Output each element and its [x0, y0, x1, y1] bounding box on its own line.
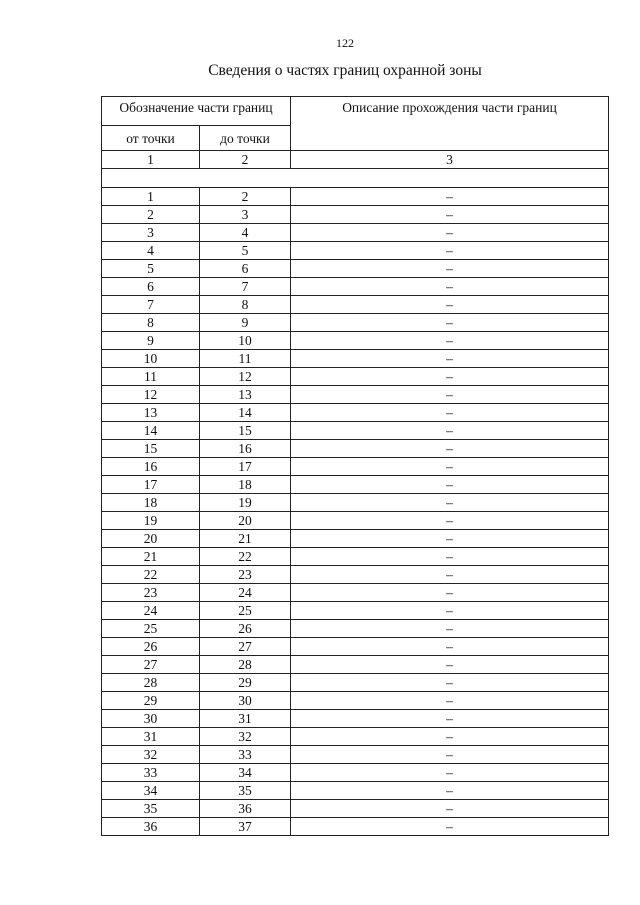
table-row	[102, 638, 609, 656]
table-row	[102, 656, 609, 674]
from-point-cell: 35	[102, 800, 200, 818]
description-cell: –	[291, 386, 609, 404]
from-point-cell: 4	[102, 242, 200, 260]
to-point-cell: 17	[200, 458, 291, 476]
table-row	[102, 368, 609, 386]
description-cell: –	[291, 368, 609, 386]
description-cell: –	[291, 656, 609, 674]
to-point-cell: 33	[200, 746, 291, 764]
from-point-cell: 11	[102, 368, 200, 386]
column-number-3: 3	[291, 151, 609, 169]
from-point-cell: 33	[102, 764, 200, 782]
to-point-cell: 35	[200, 782, 291, 800]
table-row	[102, 764, 609, 782]
table-row	[102, 728, 609, 746]
description-cell: –	[291, 260, 609, 278]
table-row	[102, 548, 609, 566]
to-point-cell: 21	[200, 530, 291, 548]
description-cell: –	[291, 224, 609, 242]
description-cell: –	[291, 206, 609, 224]
from-point-cell: 26	[102, 638, 200, 656]
to-point-cell: 12	[200, 368, 291, 386]
from-point-cell: 2	[102, 206, 200, 224]
description-cell: –	[291, 458, 609, 476]
from-point-cell: 18	[102, 494, 200, 512]
description-cell: –	[291, 566, 609, 584]
table-row	[102, 692, 609, 710]
header-from-point: от точки	[102, 126, 200, 151]
from-point-cell: 30	[102, 710, 200, 728]
to-point-cell: 34	[200, 764, 291, 782]
table-row	[102, 314, 609, 332]
from-point-cell: 25	[102, 620, 200, 638]
to-point-cell: 3	[200, 206, 291, 224]
to-point-cell: 30	[200, 692, 291, 710]
from-point-cell: 1	[102, 188, 200, 206]
from-point-cell: 20	[102, 530, 200, 548]
to-point-cell: 24	[200, 584, 291, 602]
from-point-cell: 3	[102, 224, 200, 242]
table-body	[102, 188, 609, 836]
to-point-cell: 4	[200, 224, 291, 242]
from-point-cell: 21	[102, 548, 200, 566]
table-row	[102, 530, 609, 548]
table-row	[102, 602, 609, 620]
table-row	[102, 620, 609, 638]
to-point-cell: 2	[200, 188, 291, 206]
table-row	[102, 188, 609, 206]
to-point-cell: 32	[200, 728, 291, 746]
table-row	[102, 710, 609, 728]
table-row	[102, 224, 609, 242]
table-row	[102, 818, 609, 836]
description-cell: –	[291, 314, 609, 332]
table-row	[102, 800, 609, 818]
description-cell: –	[291, 530, 609, 548]
from-point-cell: 10	[102, 350, 200, 368]
header-description: Описание прохождения части границ	[291, 97, 609, 151]
from-point-cell: 27	[102, 656, 200, 674]
table-row	[102, 278, 609, 296]
description-cell: –	[291, 602, 609, 620]
description-cell: –	[291, 674, 609, 692]
table-row	[102, 296, 609, 314]
from-point-cell: 29	[102, 692, 200, 710]
document-title: Сведения о частях границ охранной зоны	[208, 62, 482, 79]
table-row	[102, 242, 609, 260]
description-cell: –	[291, 728, 609, 746]
to-point-cell: 31	[200, 710, 291, 728]
from-point-cell: 7	[102, 296, 200, 314]
description-cell: –	[291, 296, 609, 314]
description-cell: –	[291, 512, 609, 530]
to-point-cell: 23	[200, 566, 291, 584]
to-point-cell: 16	[200, 440, 291, 458]
description-cell: –	[291, 242, 609, 260]
header-to-point: до точки	[200, 126, 291, 151]
table-row	[102, 512, 609, 530]
description-cell: –	[291, 494, 609, 512]
description-cell: –	[291, 188, 609, 206]
table-row	[102, 332, 609, 350]
table-row	[102, 260, 609, 278]
to-point-cell: 22	[200, 548, 291, 566]
from-point-cell: 23	[102, 584, 200, 602]
description-cell: –	[291, 692, 609, 710]
from-point-cell: 15	[102, 440, 200, 458]
table-row	[102, 746, 609, 764]
to-point-cell: 8	[200, 296, 291, 314]
from-point-cell: 19	[102, 512, 200, 530]
table-row	[102, 584, 609, 602]
to-point-cell: 37	[200, 818, 291, 836]
from-point-cell: 9	[102, 332, 200, 350]
from-point-cell: 17	[102, 476, 200, 494]
from-point-cell: 34	[102, 782, 200, 800]
table-row	[102, 566, 609, 584]
to-point-cell: 14	[200, 404, 291, 422]
description-cell: –	[291, 422, 609, 440]
to-point-cell: 7	[200, 278, 291, 296]
table-row	[102, 350, 609, 368]
description-cell: –	[291, 548, 609, 566]
from-point-cell: 16	[102, 458, 200, 476]
description-cell: –	[291, 278, 609, 296]
description-cell: –	[291, 800, 609, 818]
description-cell: –	[291, 782, 609, 800]
to-point-cell: 11	[200, 350, 291, 368]
description-cell: –	[291, 746, 609, 764]
table-row	[102, 440, 609, 458]
description-cell: –	[291, 638, 609, 656]
from-point-cell: 28	[102, 674, 200, 692]
description-cell: –	[291, 332, 609, 350]
description-cell: –	[291, 476, 609, 494]
table-row	[102, 206, 609, 224]
table-row	[102, 494, 609, 512]
from-point-cell: 6	[102, 278, 200, 296]
from-point-cell: 32	[102, 746, 200, 764]
description-cell: –	[291, 764, 609, 782]
description-cell: –	[291, 350, 609, 368]
table-row	[102, 404, 609, 422]
to-point-cell: 9	[200, 314, 291, 332]
description-cell: –	[291, 584, 609, 602]
to-point-cell: 36	[200, 800, 291, 818]
to-point-cell: 27	[200, 638, 291, 656]
description-cell: –	[291, 710, 609, 728]
table-row	[102, 674, 609, 692]
to-point-cell: 20	[200, 512, 291, 530]
to-point-cell: 25	[200, 602, 291, 620]
column-number-2: 2	[200, 151, 291, 169]
to-point-cell: 26	[200, 620, 291, 638]
description-cell: –	[291, 440, 609, 458]
description-cell: –	[291, 818, 609, 836]
description-cell: –	[291, 620, 609, 638]
from-point-cell: 36	[102, 818, 200, 836]
to-point-cell: 13	[200, 386, 291, 404]
page-number: 122	[336, 36, 354, 50]
from-point-cell: 24	[102, 602, 200, 620]
to-point-cell: 29	[200, 674, 291, 692]
column-number-1: 1	[102, 151, 200, 169]
to-point-cell: 10	[200, 332, 291, 350]
to-point-cell: 18	[200, 476, 291, 494]
table-row	[102, 782, 609, 800]
to-point-cell: 28	[200, 656, 291, 674]
from-point-cell: 31	[102, 728, 200, 746]
to-point-cell: 5	[200, 242, 291, 260]
section-spacer-row	[102, 169, 609, 188]
table-row	[102, 476, 609, 494]
from-point-cell: 13	[102, 404, 200, 422]
boundary-parts-table	[101, 96, 609, 836]
header-designation: Обозначение части границ	[102, 97, 291, 126]
from-point-cell: 8	[102, 314, 200, 332]
description-cell: –	[291, 404, 609, 422]
table-row	[102, 422, 609, 440]
from-point-cell: 14	[102, 422, 200, 440]
table-row	[102, 386, 609, 404]
from-point-cell: 22	[102, 566, 200, 584]
to-point-cell: 15	[200, 422, 291, 440]
to-point-cell: 6	[200, 260, 291, 278]
from-point-cell: 5	[102, 260, 200, 278]
from-point-cell: 12	[102, 386, 200, 404]
table-row	[102, 458, 609, 476]
to-point-cell: 19	[200, 494, 291, 512]
